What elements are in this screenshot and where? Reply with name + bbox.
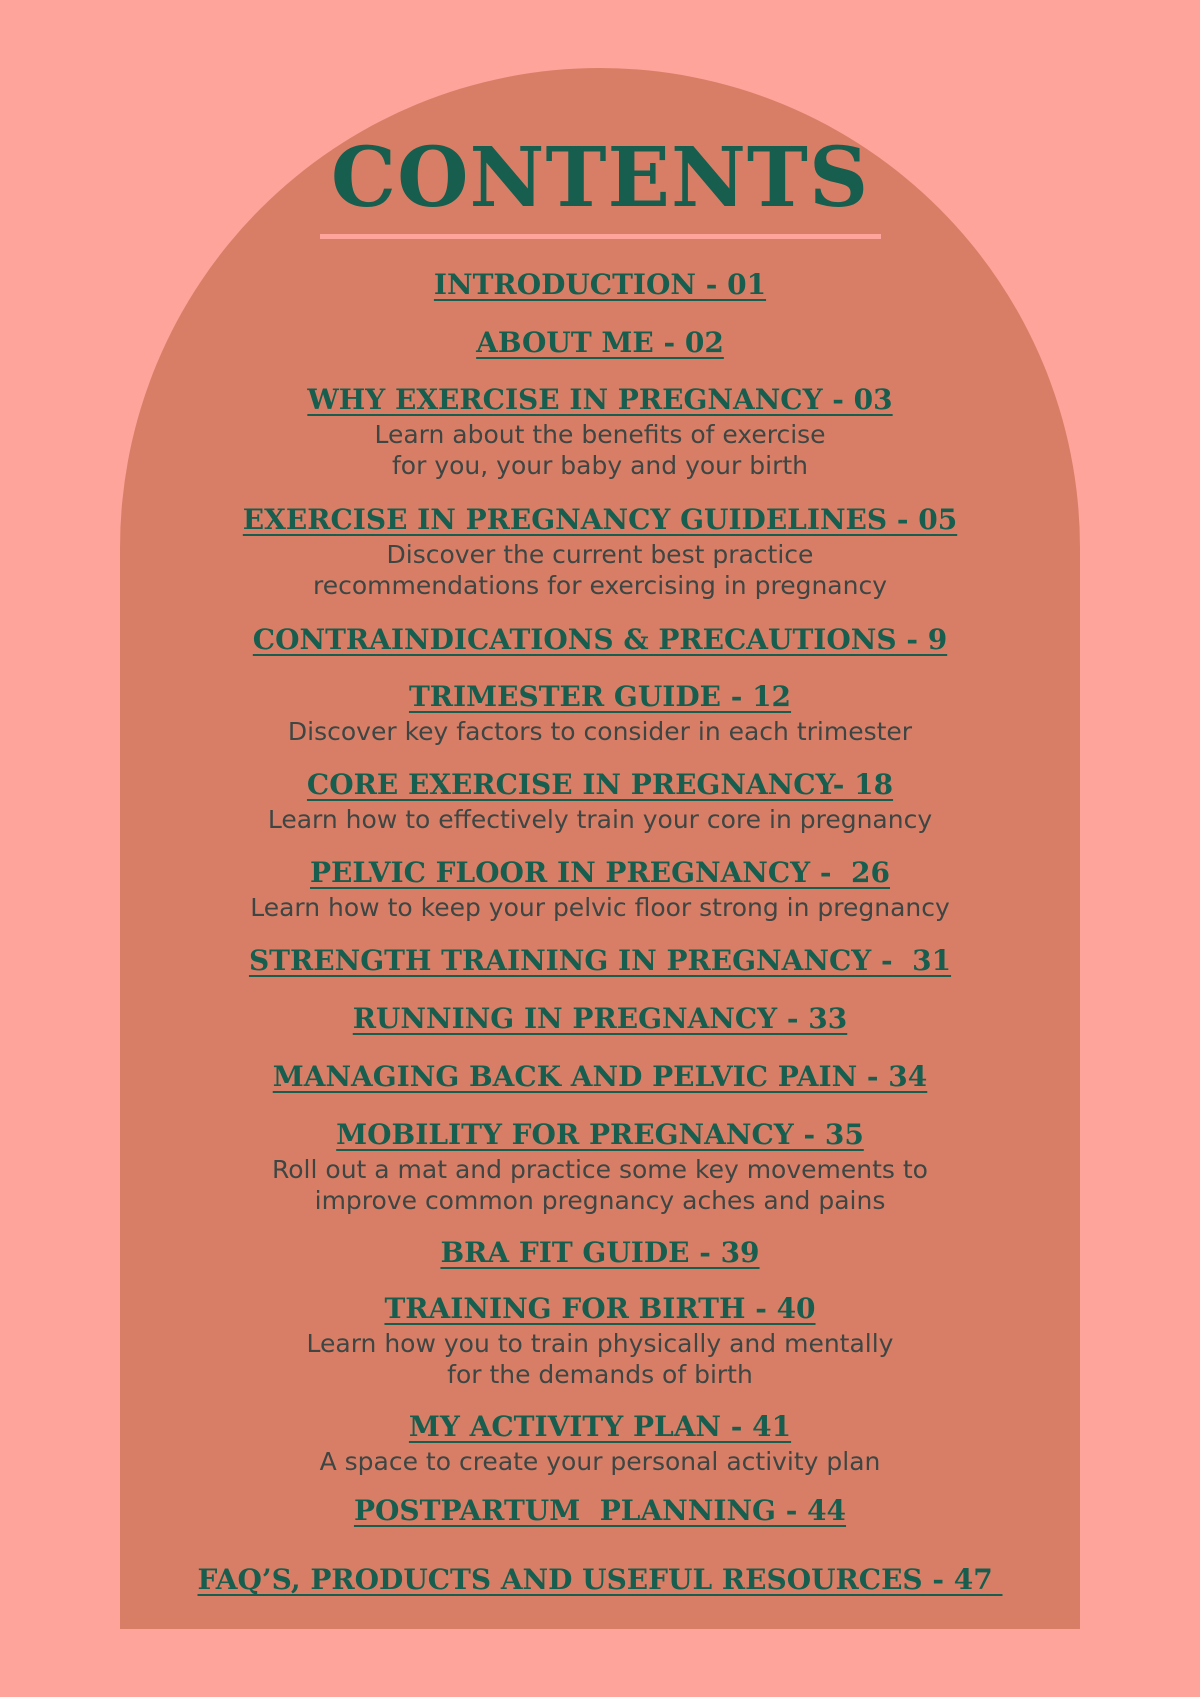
toc-entry-postpartum[interactable] [0,1492,1200,1530]
toc-heading[interactable]: CONTRAINDICATIONS & PRECAUTIONS - 9 [252,623,948,656]
toc-entry-guidelines[interactable] [0,501,1200,601]
title-divider [320,234,881,239]
toc-entry-why-exercise[interactable] [0,381,1200,481]
toc-entry-introduction[interactable] [0,266,1200,304]
toc-heading[interactable]: FAQ’S, PRODUCTS AND USEFUL RESOURCES - 47 [197,1563,1003,1596]
toc-description: Roll out a mat and practice some key movements to improve common pregnancy aches and pains [272,1155,928,1215]
toc-heading[interactable]: MOBILITY FOR PREGNANCY - 35 [336,1118,864,1151]
toc-entry-bra-fit[interactable] [0,1234,1200,1272]
toc-description: Learn how you to train physically and mentally for the demands of birth [306,1329,894,1389]
toc-heading[interactable]: INTRODUCTION - 01 [433,268,767,301]
toc-description: Learn how to effectively train your core in pregnancy [267,805,933,834]
toc-entry-running[interactable] [0,1000,1200,1038]
toc-entry-core-exercise[interactable] [0,766,1200,835]
toc-description: Discover the current best practice recommendations for exercising in pregnancy [313,540,887,600]
toc-entry-about-me[interactable] [0,324,1200,362]
toc-heading[interactable]: EXERCISE IN PREGNANCY GUIDELINES - 05 [242,503,958,536]
toc-entry-faqs[interactable] [0,1561,1200,1599]
toc-heading[interactable]: MANAGING BACK AND PELVIC PAIN - 34 [272,1060,928,1093]
toc-entry-contraindications[interactable] [0,621,1200,659]
toc-heading[interactable]: RUNNING IN PREGNANCY - 33 [352,1002,848,1035]
toc-heading[interactable]: POSTPARTUM PLANNING - 44 [353,1494,847,1527]
toc-entry-training-for-birth[interactable] [0,1290,1200,1390]
toc-entry-pelvic-floor[interactable] [0,854,1200,923]
toc-description: Discover key factors to consider in each trimester [287,717,913,746]
toc-entry-activity-plan[interactable] [0,1408,1200,1477]
toc-heading[interactable]: MY ACTIVITY PLAN - 41 [408,1410,792,1443]
toc-description: Learn how to keep your pelvic floor strong in pregnancy [250,893,950,922]
toc-heading[interactable]: TRIMESTER GUIDE - 12 [408,680,792,713]
toc-heading[interactable]: ABOUT ME - 02 [476,326,724,359]
toc-entry-strength-training[interactable] [0,942,1200,980]
toc-heading[interactable]: BRA FIT GUIDE - 39 [440,1236,760,1269]
toc-heading[interactable]: PELVIC FLOOR IN PREGNANCY - 26 [309,856,890,889]
toc-heading[interactable]: STRENGTH TRAINING IN PREGNANCY - 31 [248,944,952,977]
toc-heading[interactable]: TRAINING FOR BIRTH - 40 [384,1292,816,1325]
toc-entry-trimester-guide[interactable] [0,678,1200,747]
toc-entry-back-pelvic-pain[interactable] [0,1058,1200,1096]
toc-heading[interactable]: CORE EXERCISE IN PREGNANCY- 18 [306,768,894,801]
toc-entry-mobility[interactable] [0,1116,1200,1216]
toc-description: Learn about the benefits of exercise for you, your baby and your birth [374,420,826,480]
toc-description: A space to create your personal activity plan [319,1447,881,1476]
page-title: CONTENTS [330,130,870,226]
toc-heading[interactable]: WHY EXERCISE IN PREGNANCY - 03 [307,383,893,416]
